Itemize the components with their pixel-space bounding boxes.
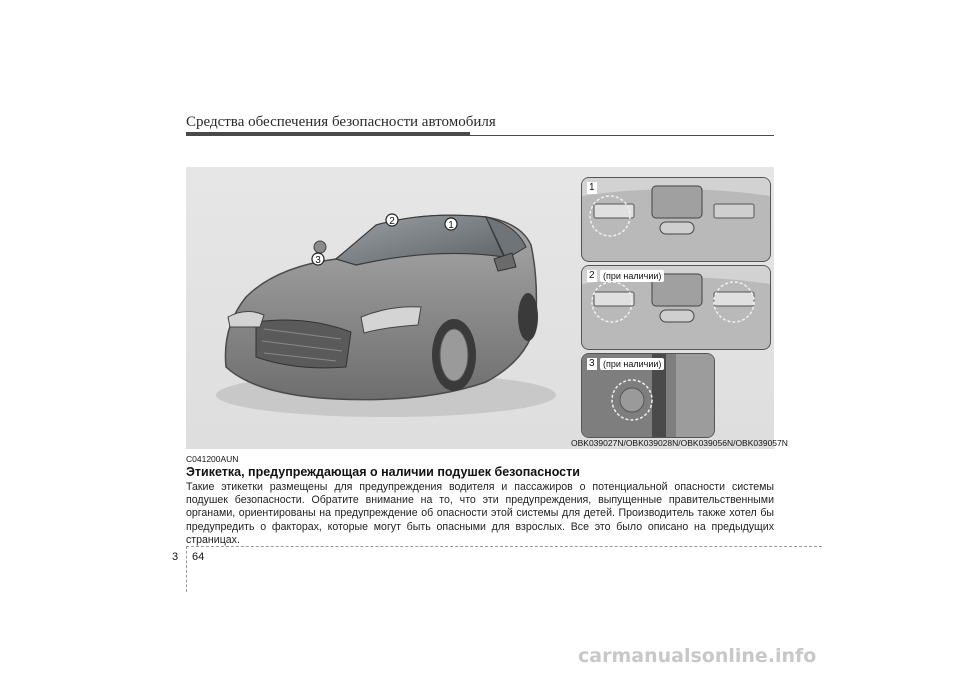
page-number: 64 xyxy=(192,551,205,563)
header-rule-thin xyxy=(186,135,774,136)
inset-note: (при наличии) xyxy=(600,358,664,370)
inset-3 xyxy=(581,353,715,438)
inset-1 xyxy=(581,177,771,262)
callout-3 xyxy=(312,253,324,266)
sun-visor-icon xyxy=(582,178,770,261)
page-title: Средства обеспечения безопасности автомобиля xyxy=(186,114,496,130)
body-paragraph: Такие этикетки размещены для предупреждения водителя и пассажиров о потенциальной опасности системы подушек безопасности. Обратите внимание на то, что эти предупреждения, выпущенные правительственными органами, ориентированы на предупреждение об опасности этой системы для детей. Производитель также хотел бы предупредить о факторах, которые могут быть опасными для взрослых. Все это было описано на предыдущих страницах. xyxy=(186,481,774,546)
inset-number: 1 xyxy=(589,182,595,193)
inset-number: 3 xyxy=(589,358,595,369)
chapter-number: 3 xyxy=(172,551,179,563)
car-illustration xyxy=(186,167,576,449)
svg-text:2: 2 xyxy=(389,216,395,227)
section-code: C041200AUN xyxy=(186,454,239,464)
inset-2 xyxy=(581,265,771,350)
footer-rule xyxy=(186,546,822,547)
svg-text:3: 3 xyxy=(315,255,321,266)
watermark: carmanualsonline.info xyxy=(578,645,817,667)
callout-2 xyxy=(386,214,398,227)
figure-panel xyxy=(186,167,788,449)
figure-code: OBK039027N/OBK039028N/OBK039056N/OBK039057N xyxy=(571,438,788,448)
section-heading: Этикетка, предупреждающая о наличии подушек безопасности xyxy=(186,465,580,479)
inset-number: 2 xyxy=(589,270,595,281)
footer-vertical-rule xyxy=(186,546,187,592)
svg-text:1: 1 xyxy=(448,220,454,231)
callout-1 xyxy=(445,218,457,231)
inset-note: (при наличии) xyxy=(600,270,664,282)
